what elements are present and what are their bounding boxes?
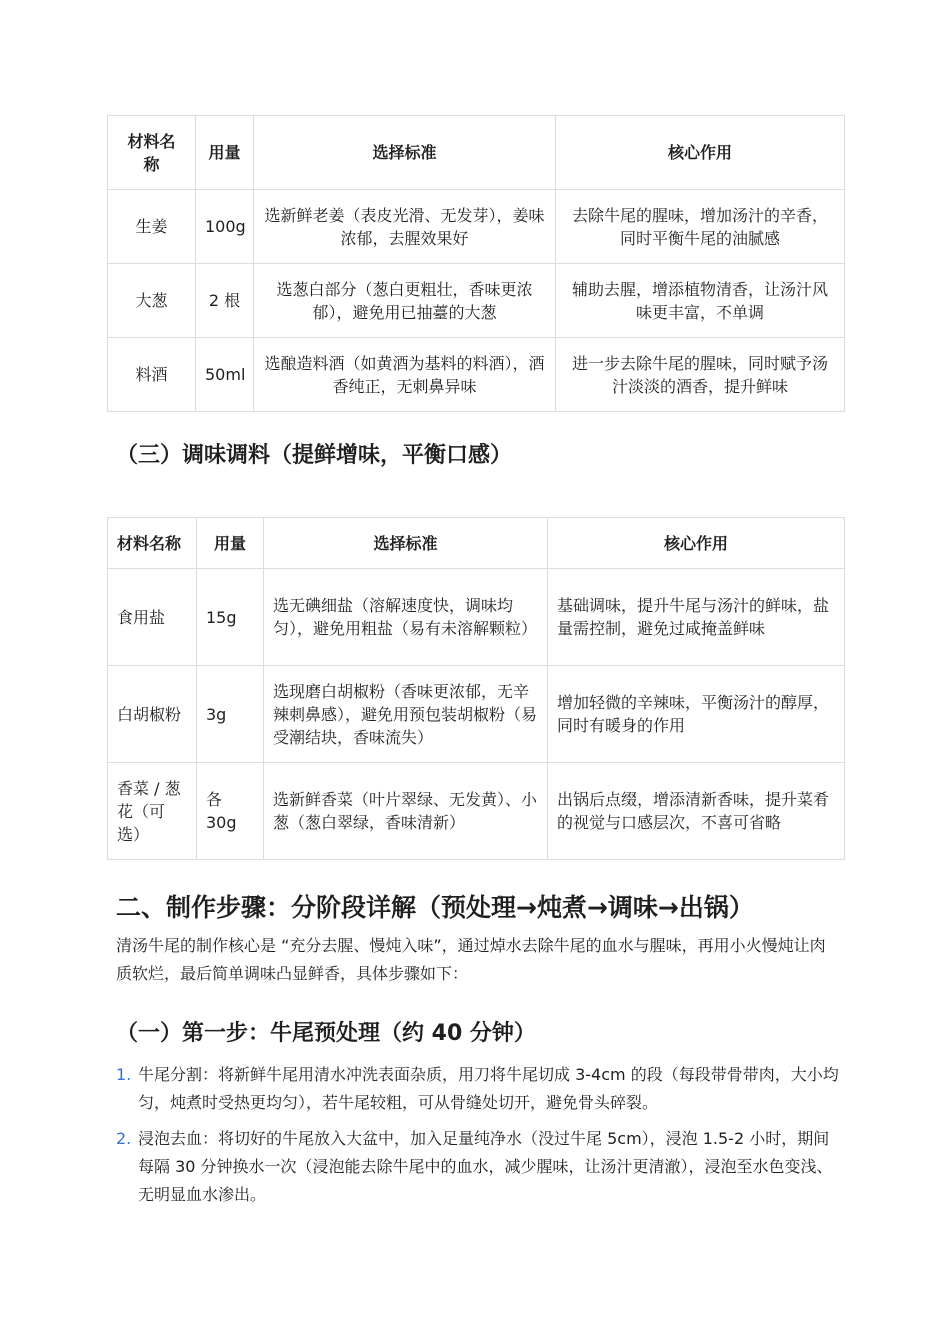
table-header-row <box>108 116 845 190</box>
cell-criteria: 选现磨白胡椒粉（香味更浓郁，无辛辣刺鼻感），避免用预包装胡椒粉（易受潮结块，香味流失） <box>264 666 548 763</box>
cell-role: 增加轻微的辛辣味，平衡汤汁的醇厚，同时有暖身的作用 <box>548 666 845 763</box>
table-row <box>108 190 845 264</box>
cell-role: 辅助去腥，增添植物清香，让汤汁风味更丰富，不单调 <box>556 264 845 338</box>
header-name: 材料名称 <box>108 518 197 569</box>
section-heading-seasonings: （三）调味调料（提鲜增味，平衡口感） <box>116 443 513 468</box>
cell-amount: 3g <box>197 666 264 763</box>
table-header-row <box>108 518 845 569</box>
cell-amount: 各 30g <box>197 763 264 860</box>
step1-heading: （一）第一步：牛尾预处理（约 40 分钟） <box>116 1021 536 1046</box>
list-item-text: 牛尾分割：将新鲜牛尾用清水冲洗表面杂质，用刀将牛尾切成 3-4cm 的段（每段带骨带肉，大小均匀，炖煮时受热更均匀），若牛尾较粗，可从骨缝处切开，避免骨头碎裂。 <box>138 1065 839 1112</box>
cell-criteria: 选葱白部分（葱白更粗壮，香味更浓郁），避免用已抽薹的大葱 <box>254 264 556 338</box>
list-number: 1. <box>116 1065 132 1084</box>
cell-name: 生姜 <box>108 190 196 264</box>
cell-name: 香菜 / 葱花（可选） <box>108 763 197 860</box>
header-amount: 用量 <box>196 116 254 190</box>
table-row <box>108 666 845 763</box>
table-row <box>108 264 845 338</box>
intro-paragraph: 清汤牛尾的制作核心是 “充分去腥、慢炖入味”，通过焯水去除牛尾的血水与腥味，再用小火慢炖让肉质软烂，最后简单调味凸显鲜香，具体步骤如下： <box>116 936 826 983</box>
header-name: 材料名称 <box>108 116 196 190</box>
cell-role: 出锅后点缀，增添清新香味，提升菜肴的视觉与口感层次，不喜可省略 <box>548 763 845 860</box>
cell-name: 大葱 <box>108 264 196 338</box>
cell-amount: 100g <box>196 190 254 264</box>
header-amount: 用量 <box>197 518 264 569</box>
section-heading-steps: 二、制作步骤：分阶段详解（预处理→炖煮→调味→出锅） <box>116 893 754 922</box>
cell-amount: 50ml <box>196 338 254 412</box>
cell-name: 白胡椒粉 <box>108 666 197 763</box>
table-row <box>108 338 845 412</box>
cell-amount: 15g <box>197 569 264 666</box>
step-list <box>116 1061 840 1209</box>
list-item <box>116 1125 840 1209</box>
cell-criteria: 选酿造料酒（如黄酒为基料的料酒），酒香纯正，无刺鼻异味 <box>254 338 556 412</box>
header-role: 核心作用 <box>548 518 845 569</box>
cell-role: 基础调味，提升牛尾与汤汁的鲜味，盐量需控制，避免过咸掩盖鲜味 <box>548 569 845 666</box>
seasonings-table <box>107 517 845 860</box>
cell-role: 去除牛尾的腥味，增加汤汁的辛香，同时平衡牛尾的油腻感 <box>556 190 845 264</box>
header-role: 核心作用 <box>556 116 845 190</box>
cell-criteria: 选无碘细盐（溶解速度快，调味均匀），避免用粗盐（易有未溶解颗粒） <box>264 569 548 666</box>
cell-name: 食用盐 <box>108 569 197 666</box>
header-criteria: 选择标准 <box>254 116 556 190</box>
cell-amount: 2 根 <box>196 264 254 338</box>
table-row <box>108 569 845 666</box>
table-row <box>108 763 845 860</box>
cell-criteria: 选新鲜老姜（表皮光滑、无发芽），姜味浓郁，去腥效果好 <box>254 190 556 264</box>
list-item-text: 浸泡去血：将切好的牛尾放入大盆中，加入足量纯净水（没过牛尾 5cm），浸泡 1.5-2 小时，期间每隔 30 分钟换水一次（浸泡能去除牛尾中的血水，减少腥味，让汤汁更清澈），浸泡至水色变浅、无明显血水渗出。 <box>138 1129 833 1204</box>
list-number: 2. <box>116 1129 132 1148</box>
list-item <box>116 1061 840 1117</box>
header-criteria: 选择标准 <box>264 518 548 569</box>
cell-role: 进一步去除牛尾的腥味，同时赋予汤汁淡淡的酒香，提升鲜味 <box>556 338 845 412</box>
cell-name: 料酒 <box>108 338 196 412</box>
cell-criteria: 选新鲜香菜（叶片翠绿、无发黄）、小葱（葱白翠绿，香味清新） <box>264 763 548 860</box>
aromatics-table <box>107 115 845 412</box>
